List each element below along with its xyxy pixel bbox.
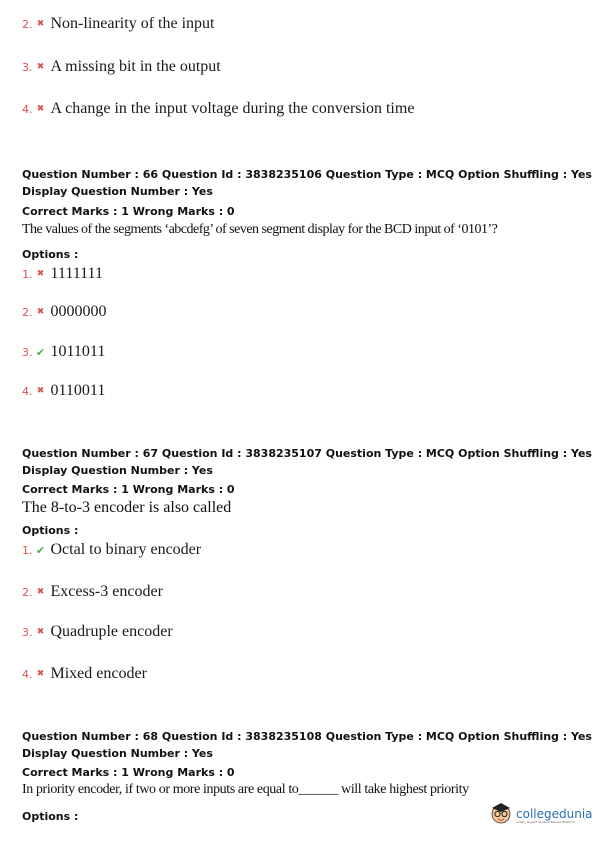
- logo-tagline: India's largest Student Review Platform: [516, 819, 576, 824]
- options-label: Options :: [22, 524, 79, 537]
- option-number: 4.: [22, 667, 33, 681]
- option-number: 1.: [22, 543, 33, 557]
- option-prev-3: [22, 58, 221, 76]
- option-text: Excess-3 encoder: [50, 583, 163, 600]
- question-header: Question Number : 66 Question Id : 3838235106 Question Type : MCQ Option Shuffling : Yes: [22, 168, 592, 181]
- collegedunia-logo: [490, 800, 593, 831]
- options-label: Options :: [22, 248, 79, 261]
- marks-info: Correct Marks : 1 Wrong Marks : 0: [22, 766, 235, 779]
- option-prev-2: [22, 15, 214, 33]
- question-text: The 8-to-3 encoder is also called: [22, 499, 232, 516]
- option-number: 1.: [22, 267, 33, 281]
- question-text: In priority encoder, if two or more inputs are equal to______ will take highest priority: [22, 782, 469, 797]
- option-text: Mixed encoder: [50, 665, 147, 682]
- option-66-2: [22, 303, 107, 321]
- option-67-1: [22, 541, 201, 559]
- wrong-mark-icon: ✖: [36, 669, 45, 679]
- option-number: 4.: [22, 102, 33, 116]
- option-number: 3.: [22, 625, 33, 639]
- wrong-mark-icon: ✖: [36, 386, 45, 396]
- option-66-4: [22, 382, 105, 400]
- marks-info: Correct Marks : 1 Wrong Marks : 0: [22, 205, 235, 218]
- option-number: 3.: [22, 60, 33, 74]
- wrong-mark-icon: ✖: [36, 62, 45, 72]
- correct-check-icon: ✔: [35, 543, 46, 557]
- marks-info: Correct Marks : 1 Wrong Marks : 0: [22, 483, 235, 496]
- option-number: 2.: [22, 17, 33, 31]
- option-number: 3.: [22, 345, 33, 359]
- option-text: 0110011: [50, 382, 106, 399]
- question-header: Question Number : 68 Question Id : 3838235108 Question Type : MCQ Option Shuffling : Yes: [22, 730, 592, 743]
- correct-check-icon: ✔: [35, 345, 46, 359]
- display-question-number: Display Question Number : Yes: [22, 464, 213, 477]
- display-question-number: Display Question Number : Yes: [22, 747, 213, 760]
- wrong-mark-icon: ✖: [36, 269, 45, 279]
- option-number: 2.: [22, 305, 33, 319]
- option-text: A change in the input voltage during the conversion time: [50, 100, 415, 117]
- wrong-mark-icon: ✖: [36, 104, 45, 114]
- wrong-mark-icon: ✖: [36, 587, 45, 597]
- option-66-1: [22, 265, 103, 283]
- option-66-3: [22, 343, 105, 361]
- question-header: Question Number : 67 Question Id : 3838235107 Question Type : MCQ Option Shuffling : Yes: [22, 447, 592, 460]
- option-text: 1111111: [50, 265, 103, 282]
- mascot-icon: [490, 800, 512, 831]
- question-text: The values of the segments ‘abcdefg’ of seven segment display for the BCD input of ‘0101’?: [22, 222, 498, 237]
- display-question-number: Display Question Number : Yes: [22, 185, 213, 198]
- logo-name: collegedunia: [516, 806, 593, 821]
- option-text: 0000000: [50, 303, 107, 320]
- options-label: Options :: [22, 810, 79, 823]
- option-text: Octal to binary encoder: [50, 541, 202, 558]
- option-number: 2.: [22, 585, 33, 599]
- option-67-4: [22, 665, 147, 683]
- option-number: 4.: [22, 384, 33, 398]
- option-prev-4: [22, 100, 414, 118]
- option-67-3: [22, 623, 173, 641]
- option-text: A missing bit in the output: [50, 58, 221, 75]
- option-67-2: [22, 583, 163, 601]
- option-text: 1011011: [50, 343, 106, 360]
- option-text: Non-linearity of the input: [50, 15, 215, 32]
- wrong-mark-icon: ✖: [36, 627, 45, 637]
- wrong-mark-icon: ✖: [36, 19, 45, 29]
- option-text: Quadruple encoder: [50, 623, 173, 640]
- wrong-mark-icon: ✖: [36, 307, 45, 317]
